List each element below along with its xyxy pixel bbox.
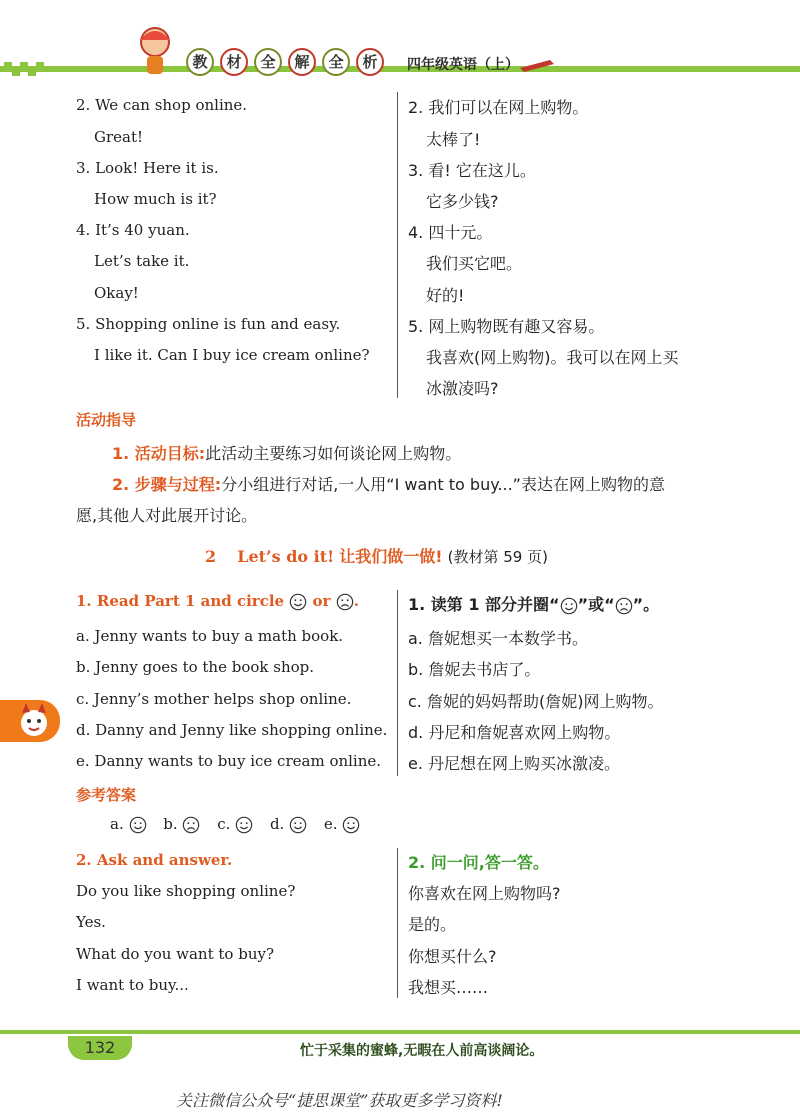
- statement-en: b. Jenny goes to the book shop.: [76, 658, 315, 676]
- part1-zh-suffix: ”。: [632, 595, 660, 614]
- dialogue-en-line: 4. It’s 40 yuan.: [76, 221, 190, 239]
- smiley-face-icon: [342, 816, 360, 834]
- cartoon-girl-icon: [130, 22, 180, 78]
- header-char-3: 全: [254, 48, 282, 76]
- part1-heading-zh: [408, 592, 659, 615]
- dialogue-zh-line: 3. 看! 它在这儿。: [408, 161, 536, 180]
- section-title: [205, 544, 548, 567]
- section-title-en: Let’s do it!: [237, 547, 335, 566]
- dialogue-zh-line: 我们买它吧。: [426, 254, 523, 273]
- statement-zh: b. 詹妮去书店了。: [408, 660, 541, 679]
- steps-text-continued: 愿,其他人对此展开讨论。: [76, 506, 258, 525]
- grade-label: 四年级英语（上）: [407, 57, 519, 73]
- sad-face-icon: [615, 597, 633, 615]
- activity-goal: [112, 441, 461, 464]
- part2-heading-zh: 2. 问一问,答一答。: [408, 853, 549, 872]
- dialogue-en-line: 2. We can shop online.: [76, 96, 248, 114]
- part1-heading-en: 1. Read Part 1 and circle or .: [76, 592, 359, 610]
- statement-zh: c. 詹妮的妈妈帮助(詹妮)网上购物。: [408, 692, 664, 711]
- dialogue-zh-line: 太棒了!: [426, 130, 481, 149]
- column-divider: [397, 848, 398, 998]
- dialogue-en-line: 5. Shopping online is fun and easy.: [76, 315, 341, 333]
- dialogue-en-line: Okay!: [94, 284, 139, 302]
- dialogue-en-line: 3. Look! Here it is.: [76, 159, 219, 177]
- activity-heading: 活动指导: [76, 411, 137, 429]
- smiley-face-icon: [560, 597, 578, 615]
- smiley-face-icon: [289, 593, 307, 611]
- steps-text: 分小组进行对话,一人用“I want to buy...”表达在网上购物的意: [221, 475, 665, 494]
- section-ref: (教材第 59 页): [447, 548, 548, 566]
- dialogue-zh-line: 好的!: [426, 286, 465, 305]
- part1-instruction: 1. Read Part 1 and circle: [76, 592, 285, 610]
- header-stripe: [0, 62, 800, 78]
- section-title-zh: 让我们做一做!: [339, 547, 443, 566]
- answer-label: a.: [110, 815, 124, 833]
- dialogue-en-line: Let’s take it.: [94, 252, 190, 270]
- activity-steps: [112, 472, 665, 495]
- dialogue-zh-line: 冰激凌吗?: [426, 379, 499, 398]
- goal-label: 1. 活动目标:: [112, 444, 206, 463]
- answer-label: b.: [163, 815, 178, 833]
- answer-label: c.: [217, 815, 231, 833]
- statement-en: d. Danny and Jenny like shopping online.: [76, 721, 388, 739]
- header-char-4: 解: [288, 48, 316, 76]
- smiley-face-icon: [289, 816, 307, 834]
- header-char-1: 教: [186, 48, 214, 76]
- dialogue-en-line: Great!: [94, 128, 144, 146]
- qa-zh-line: 我想买……: [408, 978, 489, 997]
- steps-label: 2. 步骤与过程:: [112, 475, 222, 494]
- qa-en-line: What do you want to buy?: [76, 945, 274, 963]
- statement-zh: d. 丹尼和詹妮喜欢网上购物。: [408, 723, 621, 742]
- dialogue-en-line: I like it. Can I buy ice cream online?: [94, 346, 370, 364]
- footer-motto: 忙于采集的蜜蜂,无暇在人前高谈阔论。: [300, 1043, 544, 1059]
- answers-row: [110, 815, 360, 834]
- page-number: 132: [84, 1038, 116, 1057]
- smiley-face-icon: [235, 816, 253, 834]
- statement-zh: e. 丹尼想在网上购买冰激凌。: [408, 754, 621, 773]
- dialogue-zh-line: 2. 我们可以在网上购物。: [408, 98, 589, 117]
- qa-zh-line: 是的。: [408, 915, 457, 934]
- qa-zh-line: 你喜欢在网上购物吗?: [408, 884, 561, 903]
- qa-en-line: Yes.: [76, 913, 106, 931]
- statement-zh: a. 詹妮想买一本数学书。: [408, 629, 588, 648]
- part1-or: or: [312, 592, 331, 610]
- dialogue-zh-line: 我喜欢(网上购物)。我可以在网上买: [426, 348, 679, 367]
- qa-en-line: I want to buy...: [76, 976, 189, 994]
- column-divider: [397, 92, 398, 398]
- sad-face-icon: [336, 593, 354, 611]
- goal-text: 此活动主要练习如何谈论网上购物。: [205, 444, 462, 463]
- header-char-2: 材: [220, 48, 248, 76]
- smiley-face-icon: [129, 816, 147, 834]
- dialogue-zh-line: 4. 四十元。: [408, 223, 493, 242]
- pencil-icon: [520, 56, 560, 76]
- part2-heading-en: 2. Ask and answer.: [76, 851, 233, 869]
- dialogue-en-line: How much is it?: [94, 190, 217, 208]
- sad-face-icon: [182, 816, 200, 834]
- part1-zh-prefix: 1. 读第 1 部分并圈“: [408, 595, 560, 614]
- mascot-icon: [14, 701, 54, 741]
- part1-zh-or: ”或“: [577, 595, 615, 614]
- qa-en-line: Do you like shopping online?: [76, 882, 296, 900]
- column-divider: [397, 590, 398, 776]
- statement-en: c. Jenny’s mother helps shop online.: [76, 690, 352, 708]
- watermark-text: 关注微信公众号“捷思课堂”获取更多学习资料!: [176, 1091, 503, 1110]
- answer-label: e.: [323, 815, 338, 833]
- section-number: 2: [205, 547, 217, 566]
- dialogue-zh-line: 5. 网上购物既有趣又容易。: [408, 317, 605, 336]
- statement-en: e. Danny wants to buy ice cream online.: [76, 752, 382, 770]
- page-number-tab: [68, 1036, 132, 1060]
- footer-rule: [0, 1030, 800, 1034]
- answer-label: d.: [269, 815, 285, 833]
- answers-heading: 参考答案: [76, 786, 137, 804]
- qa-zh-line: 你想买什么?: [408, 947, 497, 966]
- statement-en: a. Jenny wants to buy a math book.: [76, 627, 344, 645]
- side-tab: [0, 700, 60, 742]
- header-char-5: 全: [322, 48, 350, 76]
- header-char-6: 析: [356, 48, 384, 76]
- dialogue-zh-line: 它多少钱?: [426, 192, 499, 211]
